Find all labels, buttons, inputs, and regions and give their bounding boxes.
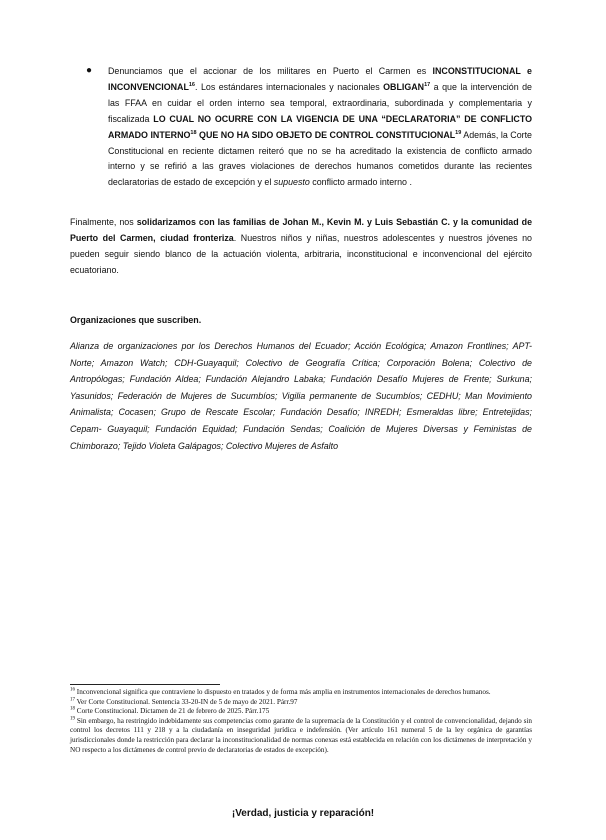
footnote-ref-18[interactable]: 18	[190, 129, 197, 136]
footnote-text: Ver Corte Constitucional. Sentencia 33-20-IN de 5 de mayo de 2021. Párr.97	[75, 697, 298, 706]
footnote-text: Inconvencional significa que contraviene lo dispuesto en tratados y de forma más amplia en instrumentos internacionales de derechos humanos.	[75, 688, 491, 696]
footnote-19	[70, 717, 532, 755]
bullet-bold-obligan: OBLIGAN	[383, 81, 425, 92]
organizations-list: Alianza de organizaciones por los Derechos Humanos del Ecuador; Acción Ecológica; Amazon Frontlines; APT-Norte; Amazon Watch; CDH-Guayaquil; Colectivo de Geografía Crítica; Corporación Bolena; Colectivo de Antropólogas; Fundación Aldea; Fundación Alejandro Labaka; Fundación Desafío Mujeres de Frente; Surkuna; Yasunidos; Federación de Mujeres de Sucumbíos; Vigilia permanente de Sucumbíos; CEDHU; Man Movimiento Animalista; Cocasen; Grupo de Rescate Escolar; Fundación Desafío; INREDH; Esmeraldas libre; Entretejidas; Cepam- Guayaquil; Fundación Equidad; Fundación Sendas; Coalición de Mujeres Diversas y Feministas de Chimborazo; Tejido Violeta Galápagos; Colectivo Mujeres de Asfalto	[70, 341, 532, 451]
bullet-italic-supuesto: supuesto	[273, 177, 310, 188]
bullet-bold-unconstitutional: INCONSTITUCIONAL e INCONVENCIONAL	[108, 66, 532, 92]
bullet-dot-icon: ●	[86, 65, 93, 76]
footnote-ref-17[interactable]: 17	[424, 81, 431, 88]
closing-motto: ¡Verdad, justicia y reparación!	[231, 808, 375, 819]
closing-paragraph	[70, 215, 532, 279]
footnote-ref-19[interactable]: 19	[455, 129, 462, 136]
bullet-bold-declaratoria: LO CUAL NO OCURRE CON LA VIGENCIA DE UNA “DECLARATORIA” DE CONFLICTO ARMADO INTERNO	[108, 113, 533, 140]
footnote-ref-16[interactable]: 16	[188, 81, 195, 88]
footnote-17	[70, 698, 532, 708]
denunciation-bullet	[86, 64, 532, 191]
footnote-text: Sin embargo, ha restringido indebidamente sus competencias como garante de la supremacía de la Constitución y el control de convencionalidad, dejando sin control los decretos 111 y 218 y a la ciudadanía en inseguridad jurídica e indefensión. (Ver artículo 161 numeral 5 de la ley orgánica de garantías jurisdiccionales donde la restricción para declarar la inconstitucionalidad de normas conexas está establecida en relación con los dictámenes de interpretación y NO respecto a los dictámenes de control previo de declaratorias de estados de excepción).	[70, 716, 532, 754]
organizations-heading: Organizaciones que suscriben.	[70, 315, 202, 325]
footnote-divider	[70, 684, 220, 685]
bullet-bold-control: QUE NO HA SIDO OBJETO DE CONTROL CONSTITUCIONAL	[196, 129, 456, 140]
bullet-text-part: Denunciamos que el accionar de los militares en Puerto el Carmen es	[108, 66, 433, 76]
closing-text-part: . Nuestros niños y niñas, nuestros adolescentes y nuestros jóvenes no pueden seguir siendo blanco de la actuación violenta, arbitraria, inconstitucional e inconvencional del ejército ecuatoriano.	[70, 232, 532, 275]
closing-text-part: Finalmente, nos	[70, 217, 137, 227]
footnote-number: 19	[70, 716, 75, 722]
bullet-text-part: Además, la Corte Constitucional en reciente dictamen reiteró que no se ha acreditado la existencia de conflicto armado interno y se refirió a las graves violaciones de derechos humanos cometidos durante las recientes declaratorias de estado de excepción y el	[108, 129, 532, 188]
footnote-number: 16	[70, 687, 75, 693]
footnote-text: Corte Constitucional. Dictamen de 21 de febrero de 2025. Párr.175	[75, 707, 270, 716]
bullet-text	[108, 64, 532, 191]
footnotes	[70, 688, 532, 755]
closing-bold-solidarity: solidarizamos con las familias de Johan M., Kevin M. y Luis Sebastián C. y la comunidad de Puerto del Carmen, ciudad fronteriza	[70, 217, 533, 243]
footnote-18	[70, 707, 532, 717]
bullet-text-part: a que la intervención de las FFAA en cuidar el orden interno sea temporal, extraordinaria, subordinada y complementaria y fiscalizada	[108, 81, 532, 124]
bullet-text-part: conflicto armado interno .	[309, 177, 412, 188]
footnote-16	[70, 688, 532, 698]
bullet-text-part: . Los estándares internacionales y nacionales	[195, 81, 384, 92]
footnote-number: 18	[70, 706, 75, 712]
footnote-number: 17	[70, 697, 75, 703]
